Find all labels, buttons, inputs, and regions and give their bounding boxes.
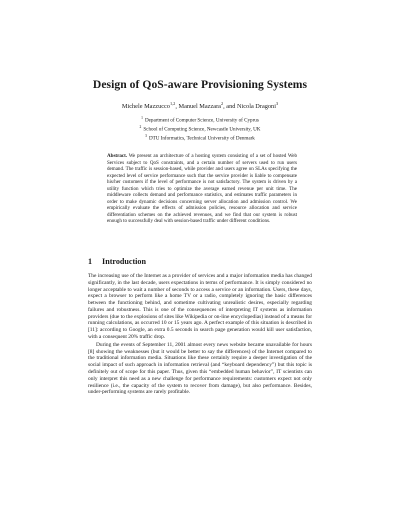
affiliation (0, 133, 400, 142)
section-heading (88, 257, 146, 266)
author-list (0, 101, 400, 110)
section-number: 1 (88, 257, 93, 266)
abstract-text: We present an architecture of a hosting system consisting of a set of hosted Web Services subject to QoS constraints, and a certain number of servers used to run users demand. The traffic is session-based, while provider and users agree on SLAs specifying the expected level of service performance such that the service provider is liable to compensate his/her customers if the level of performance is not satisfactory. The system is driven by a utility function which tries to optimize the average earned revenue per unit time. The middleware collects demand and performance statistics, and estimates traffic parameters in order to make dynamic decisions concerning server allocation and admission control. We empirically evaluate the effects of admission policies, resource allocation and service differentiation schemes on the achieved revenues, and we find that our system is robust enough to successfully deal with session-based traffic under different conditions. (107, 153, 297, 224)
affiliation-mark: 3 (145, 133, 147, 138)
affiliation (0, 115, 400, 124)
section-body (88, 273, 312, 396)
abstract-label: Abstract. (107, 153, 128, 159)
body-paragraph: During the events of September 11, 2001 almost every news website became unavailable for hours [8] showing the weaknesses (but it would be better to say the differences) of the Internet compared to the traditional information media. Situations like these certainly require a deeper investigation of the social impact of such approach in information retrieval (and “keyboard dependency”) but this topic is definitely out of scope for this paper. Thus, given this “embedded human behavior”, IT scientists can only interpret this need as a new challenge for performance requirements: customers expect not only resilience (i.e., the capacity of the system to recover from damage), but also performance. Besides, under-performing systems are rarely profitable. (88, 341, 312, 396)
author-separator: , and (223, 103, 237, 111)
affiliation-text: Department of Computer Science, University of Cyprus (144, 117, 259, 124)
affiliation-text: School of Computing Science, Newcastle University, UK (143, 126, 261, 133)
author-name: Nicola Dragoni (236, 103, 276, 111)
affiliation-text: DTU Informatics, Technical University of Denmark (148, 135, 255, 142)
affiliation-mark: 2 (139, 124, 142, 129)
section-title: Introduction (102, 257, 146, 266)
body-paragraph: The increasing use of the Internet as a provider of services and a major information media has changed significantly, in the last decade, users expectations in terms of performance. It is simply considered no longer acceptable to wait a number of seconds to access a service or an information. Users, these days, expect a browser to perform like a home TV or a radio, completely ignoring the basic differences between the functioning behind, and sometime cultivating unrealistic desires, especially regarding failures and robustness. This is one of the consequences of interpreting IT systems as information providers (due to the explosions of sites like Wikipedia or on-line encyclopedias) instead of a means for running calculations, as occurred 10 or 15 years ago. A perfect example of this situation is described in [11]: according to Google, an extra 0.5 seconds in search page generation would kill user satisfaction, with a consequent 20% traffic drop. (88, 273, 312, 341)
author-affiliation-mark: 2 (220, 101, 224, 106)
author-name: Manuel Mazzara (178, 103, 221, 111)
paper-title: Design of QoS-aware Provisioning Systems (92, 78, 308, 91)
author-name: Michele Mazzucco (121, 103, 170, 111)
author-affiliation-mark: 1,2 (169, 101, 176, 106)
affiliation-mark: 1 (141, 116, 143, 120)
author-separator: , (175, 103, 179, 111)
affiliation-list (0, 115, 400, 141)
affiliation (0, 124, 400, 133)
abstract (107, 153, 297, 225)
author-affiliation-mark: 3 (275, 101, 279, 106)
